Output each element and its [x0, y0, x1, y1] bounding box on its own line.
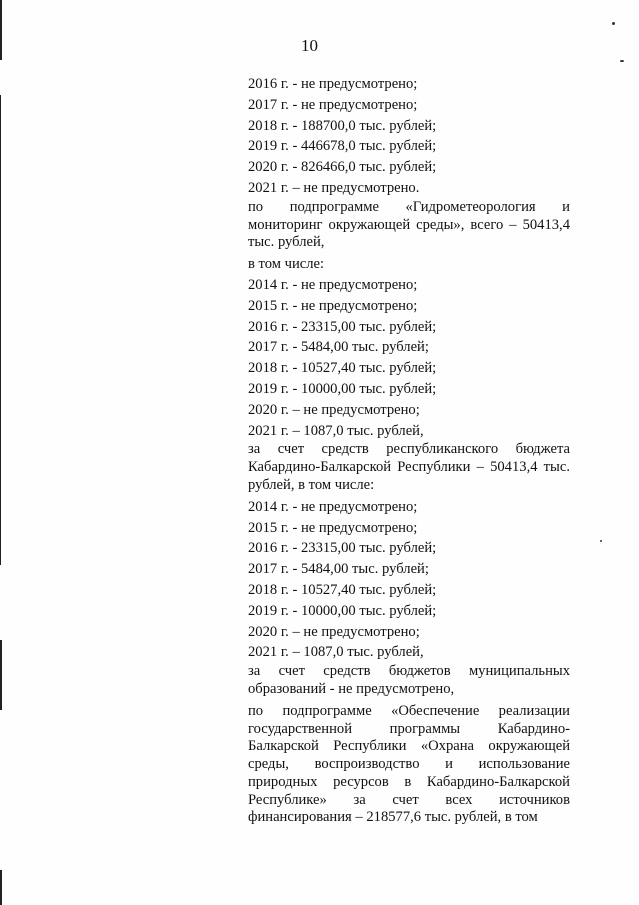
- list-item: 2019 г. - 446678,0 тыс. рублей;: [248, 138, 437, 155]
- list-item: 2020 г. – не предусмотрено;: [248, 623, 420, 640]
- list-item: 2019 г. - 10000,00 тыс. рублей;: [248, 602, 437, 619]
- list-item: 2016 г. - 23315,00 тыс. рублей;: [248, 540, 437, 557]
- republic-budget-paragraph: за счет средств республиканского бюджета Кабардино-Балкарской Республики – 50413,4 тыс. рублей, в том числе:: [248, 441, 570, 493]
- list-item: 2017 г. - 5484,00 тыс. рублей;: [248, 339, 429, 356]
- scan-edge-line: [0, 870, 2, 905]
- list-item: 2018 г. - 188700,0 тыс. рублей;: [248, 117, 437, 134]
- list-item: 2020 г. - 826466,0 тыс. рублей;: [248, 159, 437, 176]
- funding-list-block2: [248, 275, 570, 441]
- list-item: 2014 г. - не предусмотрено;: [248, 276, 418, 293]
- list-item: 2019 г. - 10000,00 тыс. рублей;: [248, 380, 437, 397]
- list-item: 2017 г. - не предусмотрено;: [248, 96, 418, 113]
- subprogram-hydrometeorology-paragraph: по подпрограмме «Гидрометеорология и мониторинг окружающей среды», всего – 50413,4 тыс. рублей,: [248, 198, 570, 251]
- list-item: 2020 г. – не предусмотрено;: [248, 401, 420, 418]
- funding-list-block1: [248, 74, 570, 199]
- list-item: 2021 г. – не предусмотрено.: [248, 179, 420, 196]
- list-item: 2016 г. - не предусмотрено;: [248, 76, 418, 92]
- funding-list-block3: [248, 497, 570, 663]
- list-item: 2014 г. - не предусмотрено;: [248, 498, 418, 515]
- scan-edge-line: [0, 95, 1, 565]
- list-item: 2015 г. - не предусмотрено;: [248, 297, 418, 314]
- page-number: 10: [301, 36, 318, 55]
- list-item: 2018 г. - 10527,40 тыс. рублей;: [248, 581, 437, 598]
- document-body: [248, 74, 570, 829]
- scan-speck: [612, 22, 615, 25]
- list-item: 2016 г. - 23315,00 тыс. рублей;: [248, 318, 437, 335]
- list-item: 2018 г. - 10527,40 тыс. рублей;: [248, 360, 437, 377]
- list-item: 2021 г. – 1087,0 тыс. рублей,: [248, 422, 424, 439]
- subprogram-implementation-paragraph: по подпрограмме «Обеспечение реализации государственной программы Кабардино-Балкарской Республики «Охрана окружающей среды, воспроизводство и использование природных ресурсов в Кабардино-Балкарской Республике» за счет всех источников финансирования – 218577,6 тыс. рублей, в том: [248, 702, 570, 826]
- scan-speck: [600, 540, 602, 542]
- scan-speck: [620, 60, 624, 62]
- list-item: 2017 г. - 5484,00 тыс. рублей;: [248, 561, 429, 578]
- including-label: в том числе:: [248, 256, 325, 273]
- list-item: 2021 г. – 1087,0 тыс. рублей,: [248, 644, 424, 661]
- list-item: 2015 г. - не предусмотрено;: [248, 519, 418, 536]
- municipal-budget-paragraph: за счет средств бюджетов муниципальных образований - не предусмотрено,: [248, 663, 570, 697]
- scan-edge-line: [0, 640, 2, 710]
